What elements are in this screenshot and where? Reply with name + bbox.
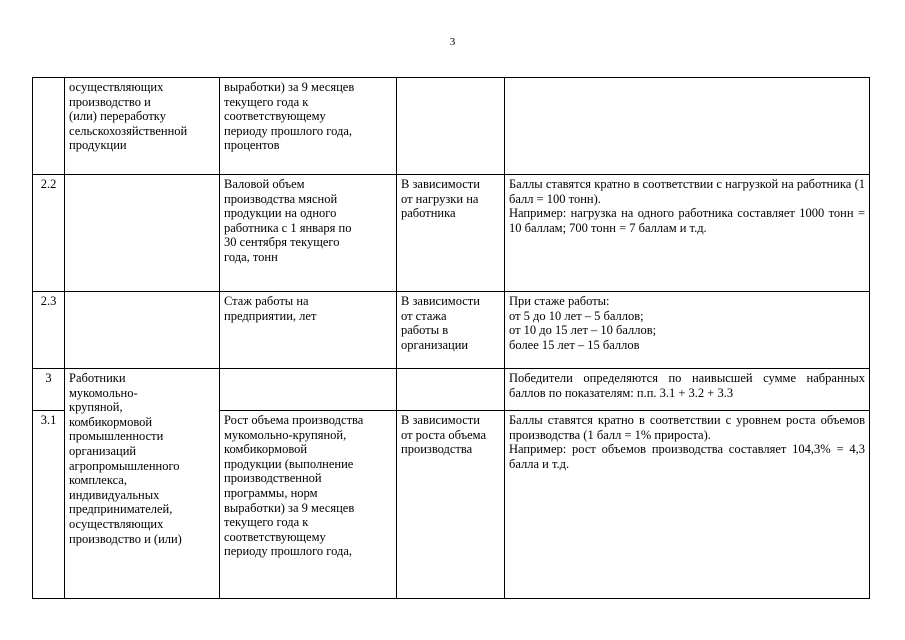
text-line: от 10 до 15 лет – 10 баллов; <box>509 323 657 338</box>
cell-name <box>65 175 220 292</box>
text-line: от 5 до 10 лет – 5 баллов; <box>509 308 644 323</box>
text-paragraph: Например: нагрузка на одного работника составляет 1000 тонн = 10 баллам; 700 тонн = 7 баллам и т.д. <box>509 206 865 235</box>
text-line: Стаж работы на <box>224 294 309 308</box>
text-paragraph: Баллы ставятся кратно в соответствии с уровнем роста объемов производства (1 балл = 1% прироста). <box>509 413 865 442</box>
cell-scoring <box>505 411 870 599</box>
cell-num: 2.2 <box>33 175 65 292</box>
text-line: комплекса, <box>69 473 127 488</box>
text-line: соответствующему <box>224 109 326 124</box>
text-line: текущего года к <box>224 94 309 109</box>
text-line: Работники <box>69 371 126 385</box>
cell-indicator <box>220 175 397 292</box>
text-line: осуществляющих <box>69 516 164 531</box>
cell-scoring <box>505 175 870 292</box>
text-line: текущего года к <box>224 515 309 530</box>
text-line: процентов <box>224 138 280 153</box>
cell-scoring <box>505 369 870 411</box>
text-paragraph: Например: рост объемов производства составляет 104,3% = 4,3 балла и т.д. <box>509 442 865 471</box>
text-line: Валовой объем <box>224 177 305 191</box>
text-line: комбикормовой <box>224 442 308 457</box>
text-line: года, тонн <box>224 249 278 264</box>
cell-num <box>33 78 65 175</box>
text-line: производственной <box>224 471 322 486</box>
text-line: (или) переработку <box>69 109 166 124</box>
text-line: продукции (выполнение <box>224 456 354 471</box>
table-row-continuation <box>33 78 870 175</box>
text-paragraph: Баллы ставятся кратно в соответствии с нагрузкой на работника (1 балл = 100 тонн). <box>509 177 865 206</box>
cell-indicator <box>220 292 397 369</box>
cell-name <box>65 369 220 599</box>
cell-num: 3.1 <box>33 411 65 599</box>
text-line: мукомольно-крупяной, <box>224 427 347 442</box>
table-row-3 <box>33 369 870 411</box>
text-line: предпринимателей, <box>69 502 173 517</box>
cell-name <box>65 78 220 175</box>
criteria-table <box>32 77 870 599</box>
cell-num: 2.3 <box>33 292 65 369</box>
text-line: крупяной, <box>69 400 123 415</box>
cell-num: 3 <box>33 369 65 411</box>
text-line: предприятии, лет <box>224 308 317 323</box>
cell-indicator <box>220 78 397 175</box>
text-line: программы, норм <box>224 485 318 500</box>
text-line: производства <box>401 442 473 457</box>
cell-name <box>65 292 220 369</box>
table-row-2-3 <box>33 292 870 369</box>
text-line: работника <box>401 206 456 221</box>
cell-indicator <box>220 369 397 411</box>
text-line: производства мясной <box>224 191 338 206</box>
table-row-2-2 <box>33 175 870 292</box>
text-line: продукции на одного <box>224 206 337 221</box>
text-line: индивидуальных <box>69 487 160 502</box>
text-line: производство и <box>69 94 151 109</box>
cell-method <box>397 411 505 599</box>
text-line: от стажа <box>401 308 447 323</box>
text-line: Рост объема производства <box>224 413 364 427</box>
text-line: более 15 лет – 15 баллов <box>509 337 640 352</box>
page-number: 3 <box>449 36 456 48</box>
text-line: работника с 1 января по <box>224 220 352 235</box>
text-line: производство и (или) <box>69 531 182 546</box>
text-line: от нагрузки на <box>401 191 479 206</box>
cell-indicator <box>220 411 397 599</box>
text-paragraph: Победители определяются по наивысшей сумме набранных баллов по показателям: п.п. 3.1 + 3.2 + 3.3 <box>509 371 865 400</box>
cell-method <box>397 175 505 292</box>
text-line: работы в <box>401 323 449 338</box>
text-line: организации <box>401 337 469 352</box>
text-line: В зависимости <box>401 177 480 191</box>
text-line: В зависимости <box>401 413 480 427</box>
text-line: соответствующему <box>224 529 326 544</box>
text-line: сельскохозяйственной <box>69 123 188 138</box>
text-line: При стаже работы: <box>509 294 610 308</box>
text-line: выработки) за 9 месяцев <box>224 80 355 94</box>
cell-method <box>397 369 505 411</box>
cell-scoring <box>505 78 870 175</box>
text-line: выработки) за 9 месяцев <box>224 500 355 515</box>
cell-method <box>397 78 505 175</box>
text-line: организаций <box>69 443 137 458</box>
text-line: агропромышленного <box>69 458 180 473</box>
text-line: периоду прошлого года, <box>224 544 353 559</box>
cell-scoring <box>505 292 870 369</box>
text-line: 30 сентября текущего <box>224 235 340 250</box>
text-line: мукомольно- <box>69 385 138 400</box>
text-line: промышленности <box>69 429 164 444</box>
text-line: периоду прошлого года, <box>224 123 353 138</box>
cell-method <box>397 292 505 369</box>
text-line: от роста объема <box>401 427 487 442</box>
text-line: комбикормовой <box>69 414 153 429</box>
text-line: продукции <box>69 138 127 153</box>
text-line: В зависимости <box>401 294 480 308</box>
text-line: осуществляющих <box>69 80 164 94</box>
